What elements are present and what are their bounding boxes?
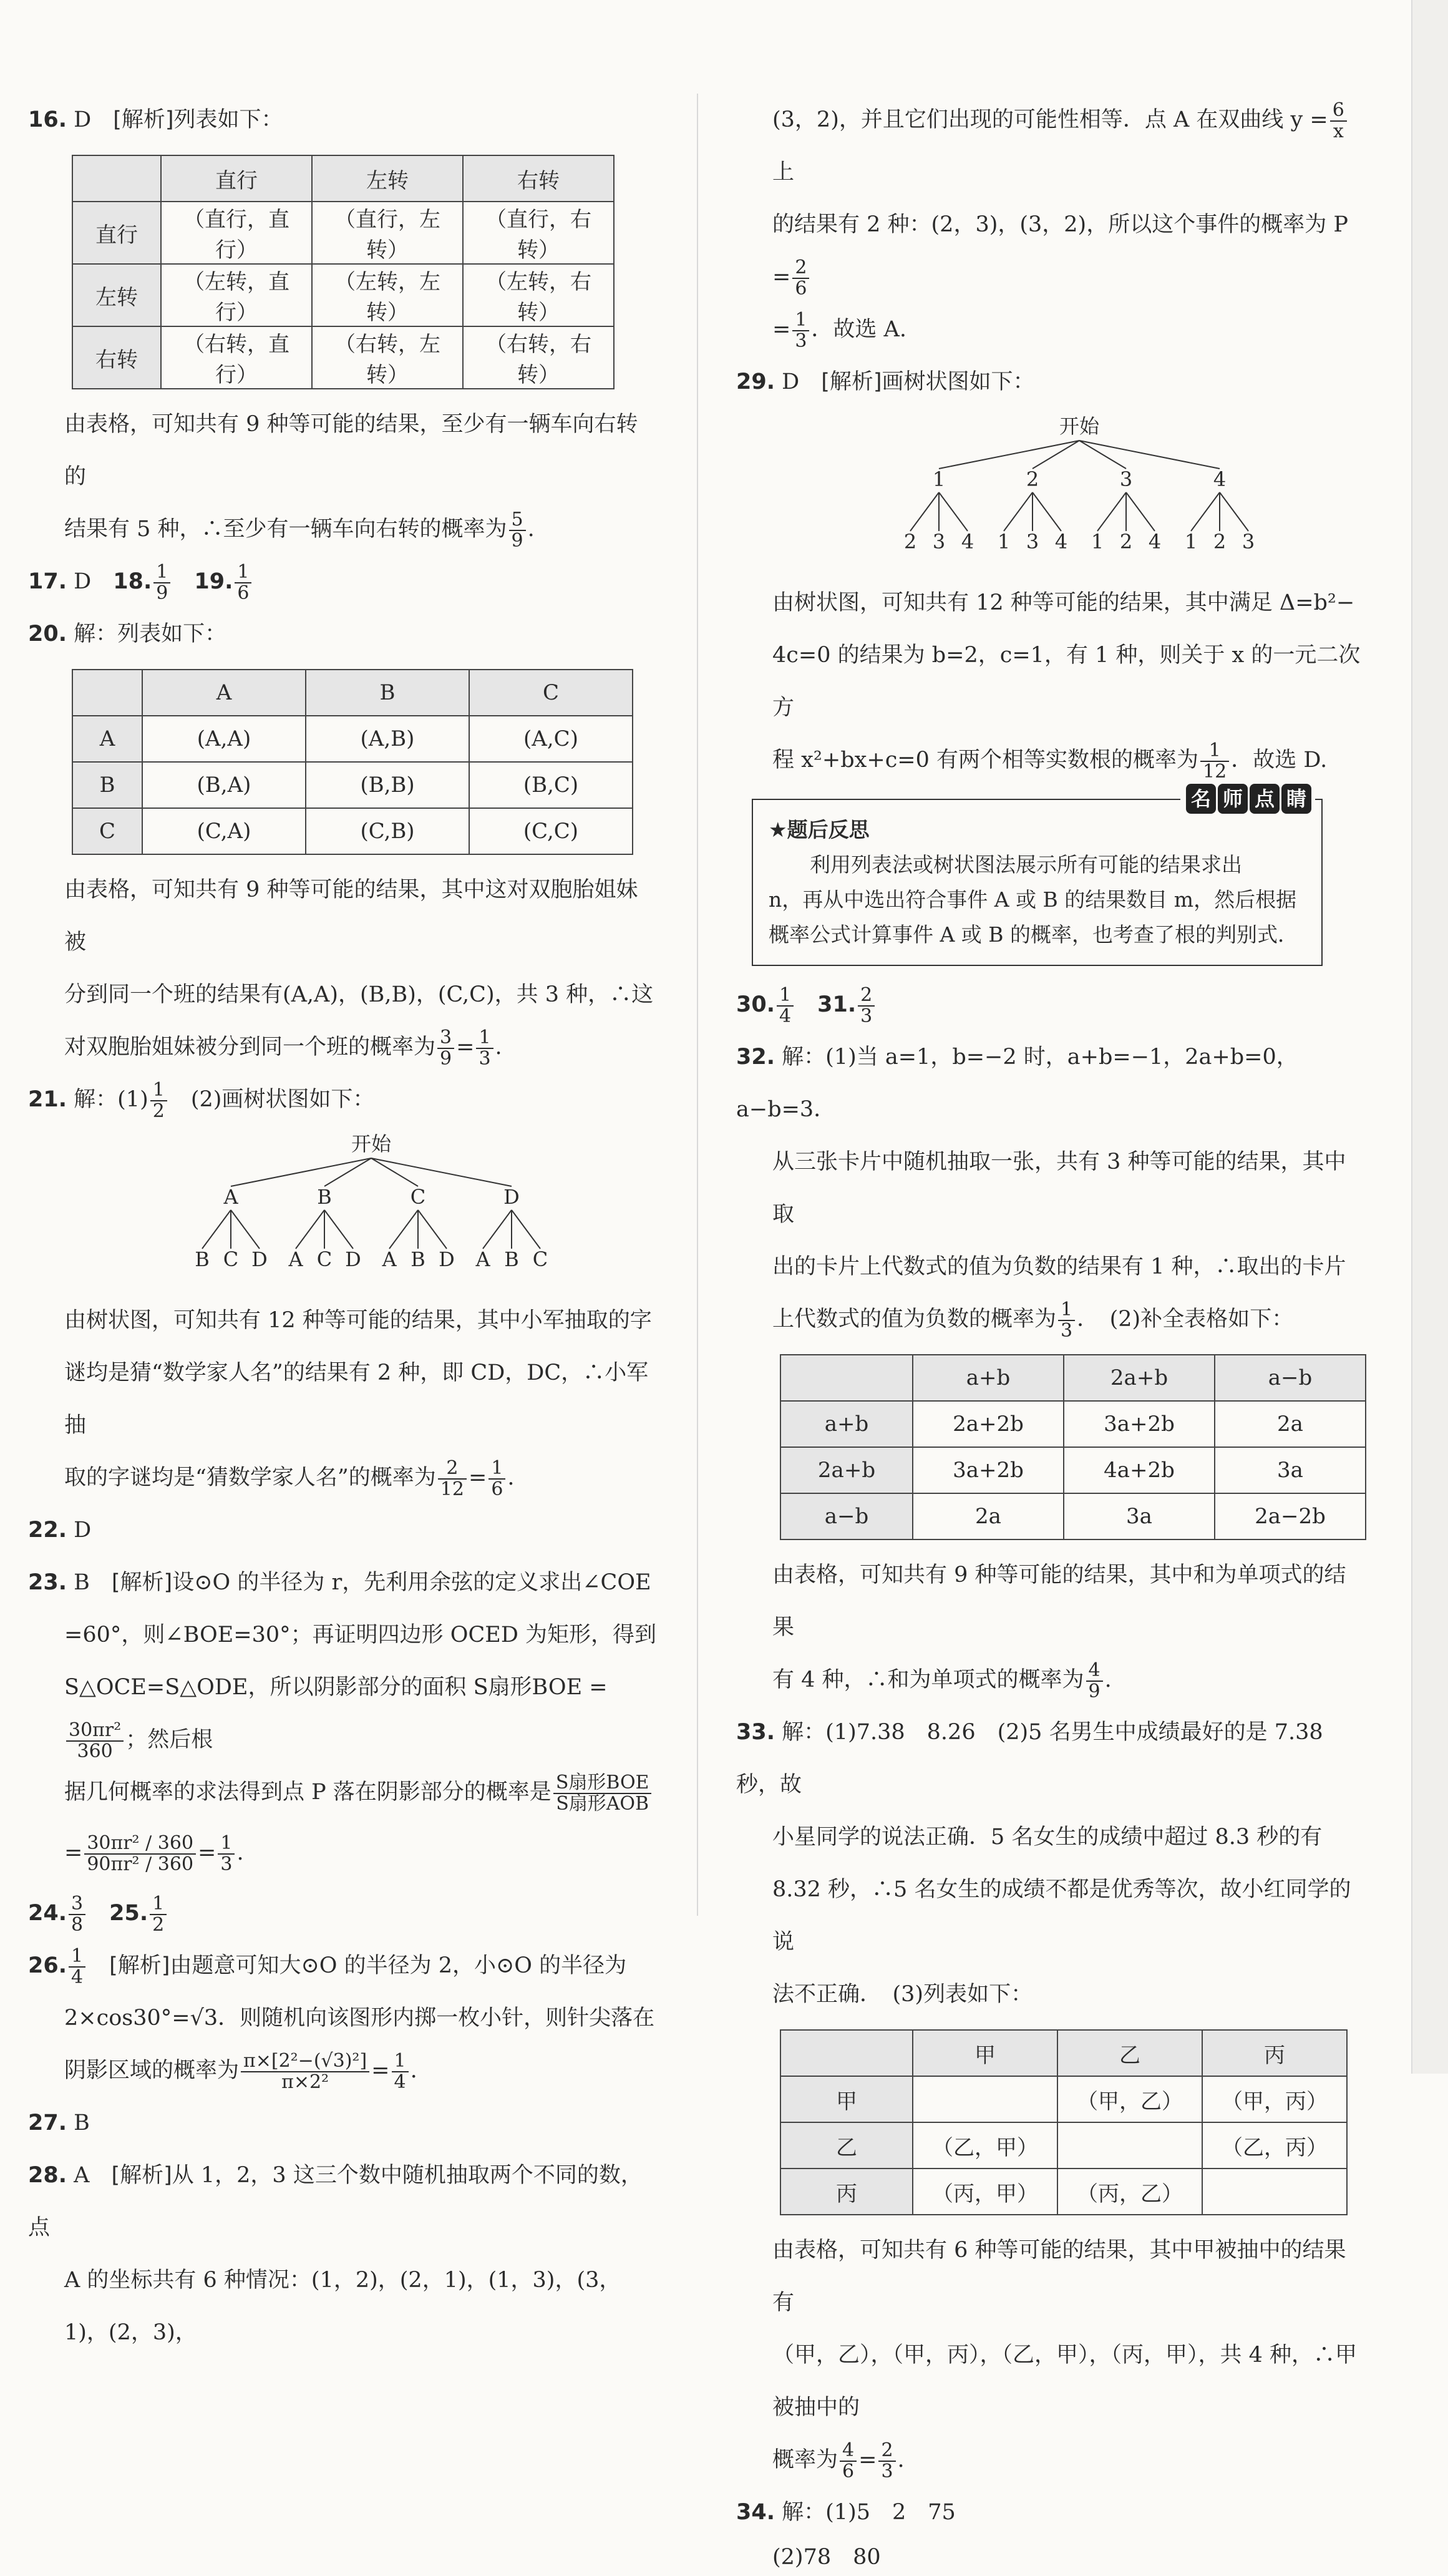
table-cell bbox=[913, 2076, 1057, 2122]
tree-edge bbox=[1079, 441, 1220, 469]
tree-leaf: D bbox=[439, 1247, 455, 1271]
q29-tree-diagram bbox=[892, 414, 1266, 570]
tree-leaf: 3 bbox=[932, 530, 946, 554]
tree-edge bbox=[389, 1210, 418, 1249]
tree-leaf: A bbox=[475, 1247, 490, 1271]
table-cell: (B,A) bbox=[142, 762, 306, 808]
q20-line: 20. 解：列表如下： bbox=[28, 622, 227, 646]
fraction: $\frac{1}{6}$ bbox=[235, 562, 251, 603]
table-cell: 3a bbox=[1064, 1493, 1215, 1539]
fraction: $\frac{\text{S扇形BOE}}{\text{S扇形AOB}}$ bbox=[553, 1773, 652, 1813]
table-row bbox=[72, 155, 614, 202]
fraction: $\frac{1}{4}$ bbox=[392, 2051, 409, 2092]
q33-table bbox=[780, 2029, 1348, 2215]
fraction: $\frac{1}{3}$ bbox=[1058, 1300, 1075, 1340]
table-cell: （右转，直行） bbox=[161, 326, 312, 389]
table-row bbox=[72, 716, 633, 762]
tree-edge bbox=[418, 1210, 447, 1249]
table-cell: （乙，甲） bbox=[913, 2122, 1057, 2169]
table-cell: （左转，左转） bbox=[312, 264, 463, 326]
tree-node: B bbox=[317, 1185, 332, 1209]
table-cell: （乙，丙） bbox=[1202, 2122, 1347, 2169]
tree-leaf: B bbox=[504, 1247, 519, 1271]
table-cell: （左转，右转） bbox=[463, 264, 614, 326]
tree-leaf: 4 bbox=[1148, 530, 1162, 554]
tree-edge bbox=[231, 1210, 260, 1249]
tree-node: 1 bbox=[932, 467, 946, 491]
table-cell: 3a+2b bbox=[913, 1447, 1064, 1493]
page-edge bbox=[1411, 0, 1448, 2074]
fraction: $\frac{5}{9}$ bbox=[509, 510, 526, 550]
table-cell: (A,A) bbox=[142, 716, 306, 762]
table-cell: (B,B) bbox=[306, 762, 469, 808]
tree-edge bbox=[231, 1158, 371, 1186]
table-cell: （右转，左转） bbox=[312, 326, 463, 389]
table-cell: 左转 bbox=[312, 155, 463, 202]
table-cell bbox=[1202, 2169, 1347, 2215]
table-row bbox=[72, 670, 633, 716]
tree-root: 开始 bbox=[351, 1132, 392, 1156]
table-row bbox=[72, 326, 614, 389]
table-cell: (C,A) bbox=[142, 808, 306, 854]
table-cell bbox=[72, 670, 142, 716]
tree-node: A bbox=[223, 1185, 238, 1209]
table-cell: C bbox=[469, 670, 633, 716]
table-cell bbox=[1057, 2122, 1202, 2169]
tree-leaf: D bbox=[251, 1247, 268, 1271]
q32-table bbox=[780, 1354, 1366, 1540]
tree-edge bbox=[910, 492, 939, 531]
table-cell: a+b bbox=[913, 1355, 1064, 1401]
table-row bbox=[780, 2076, 1347, 2122]
tree-leaf: C bbox=[316, 1247, 333, 1271]
table-cell: 2a−2b bbox=[1215, 1493, 1366, 1539]
q29-line: 29. D [解析]画树状图如下： bbox=[736, 369, 1035, 394]
table-cell: (B,C) bbox=[469, 762, 633, 808]
tree-leaf: B bbox=[411, 1247, 425, 1271]
table-cell: 2a+b bbox=[1064, 1355, 1215, 1401]
q34-line: 34. 解：(1)5 2 75 bbox=[736, 2500, 956, 2525]
tree-node: 2 bbox=[1026, 467, 1039, 491]
q33-answer: 概率为 $\frac{4}{6}$ = $\frac{2}{3}$ . bbox=[772, 2439, 905, 2482]
tree-leaf: 3 bbox=[1241, 530, 1255, 554]
table-cell: 2a bbox=[1215, 1401, 1366, 1447]
table-row bbox=[72, 762, 633, 808]
table-row bbox=[780, 1401, 1366, 1447]
q24-25-line: 24. $\frac{3}{8}$ 25. $\frac{1}{2}$ bbox=[28, 1887, 658, 1939]
fraction: $\frac{1}{4}$ bbox=[777, 985, 794, 1026]
table-row bbox=[72, 202, 614, 264]
tree-leaf: 2 bbox=[1213, 530, 1227, 554]
table-cell: (C,B) bbox=[306, 808, 469, 854]
tree-edge bbox=[1126, 492, 1155, 531]
fraction: $\frac{4}{6}$ bbox=[840, 2441, 857, 2481]
table-cell: (A,C) bbox=[469, 716, 633, 762]
table-row bbox=[72, 264, 614, 326]
fraction: $\frac{1}{2}$ bbox=[150, 1080, 167, 1121]
tree-leaf: B bbox=[195, 1247, 210, 1271]
q21-answer: 取的字谜均是“猜数学家人名”的概率为 $\frac{2}{12}$ = $\frac{1}{6}$ . bbox=[64, 1457, 515, 1500]
q26-answer: 阴影区域的概率为 $\frac{\text{π×[2²−(√3)²]}}{\text{π×2²}}$ = $\frac{1}{4}$ . bbox=[64, 2050, 417, 2093]
table-cell: 左转 bbox=[72, 264, 161, 326]
q29-answer: 程 x²+bx+c=0 有两个相等实数根的概率为 $\frac{1}{12}$ ．故选 D. bbox=[772, 739, 1328, 783]
tree-node: 4 bbox=[1213, 467, 1227, 491]
fraction: $\frac{2}{12}$ bbox=[438, 1458, 467, 1499]
fraction: $\frac{1}{9}$ bbox=[153, 562, 170, 603]
q28-cont-line3: = $\frac{1}{3}$ ．故选 A. bbox=[772, 309, 906, 352]
q20-answer: 对双胞胎姐妹被分到同一个班的概率为 $\frac{3}{9}$ = $\frac{1}{3}$ . bbox=[64, 1027, 502, 1070]
fraction: $\frac{\text{30πr² / 360}}{\text{90πr² / 360}}$ bbox=[84, 1833, 196, 1874]
table-row bbox=[72, 808, 633, 854]
tree-leaf: 4 bbox=[1054, 530, 1068, 554]
table-row bbox=[780, 2122, 1347, 2169]
q26-line: 26. $\frac{1}{4}$ [解析]由题意可知大⊙O 的半径为 2，小⊙O 的半径为 bbox=[28, 1945, 627, 1988]
q23-line3: S△OCE=S△ODE，所以阴影部分的面积 S扇形BOE = $\frac{\text{30πr²}}{360}$ ；然后根 bbox=[64, 1675, 608, 1762]
table-cell: C bbox=[72, 808, 142, 854]
tree-node: 3 bbox=[1119, 467, 1133, 491]
table-cell: （右转，右转） bbox=[463, 326, 614, 389]
table-cell: 直行 bbox=[161, 155, 312, 202]
table-row bbox=[780, 2030, 1347, 2076]
table-cell: (C,C) bbox=[469, 808, 633, 854]
table-cell: 4a+2b bbox=[1064, 1447, 1215, 1493]
left-column: 16. D [解析]列表如下： 直行 左转 右转 直行 （直行，直行） （直行，左转） （直行，右转） 左转 （左转，直行） （左转，左转） （左转，右转） 右转 （右转，直行） （右转，左转） （右转，右转） 由表格，可知共有 9 种等可能的结果，至少有一辆车向右转的 结果有 5 种，∴至少有一辆车向右转的概率为 $\frac{5}{9}$ . 17. D 18. $\frac{1}{9}$ 19. $\frac{1}{6}$ 20. 解：列表如下： A B C A (A,A) (A,B) (A,C) B (B,A) (B,B) (B,C) C (C,A) (C,B) (C,C) 由表格，可知共有 9 种等可能的结果，其中这对双胞胎姐妹被 分到同一个班的结果有(A,A)，(B,B)，(C,C)，共 3 种，∴这 对双胞胎姐妹被分到同一个班的概率为 $\frac{3}{9}$ = $\frac{1}{3}$ . 21. 解：(1) $\frac{1}{2}$ (2)画树状图如下： 开始 A B C D B A C D C A B D D A B C 由树状图，可知共有 12 种等可能的结果，其中小军抽取的字 谜均是猜“数学家人名”的结果有 2 种，即 CD，DC，∴小军抽 取的字谜均是“猜数学家人名”的概率为 $\frac{2}{12}$ = $\frac{1}{6}$ . 22. D 23. B [解析]设⊙O 的半径为 r，先利用余弦的定义求出∠COE =60°，则∠BOE=30°；再证明四边形 OCED 为矩形，得到 S△OCE=S△ODE，所以阴影部分的面积 S扇形BOE = $\frac{\text{30πr²}}{360}$ ；然后根 据几何概率的求法得到点 P 落在阴影部分的概率是 $\frac{\text{S扇形BOE}}{\text{S扇形AOB}}$ = $\frac{\text{30πr² / 360}}{\text{90πr² / 360}}$ = $\frac{1}{3}$ . 24. $\frac{3}{8}$ 25. $\frac{1}{2}$ 26. $\frac{1}{4}$ [解析]由题意可知大⊙O 的半径为 2，小⊙O 的半径为 2×cos30°=√3．则随机向该图形内掷一枚小针，则针尖落在 阴影区域的概率为 $\frac{\text{π×[2²−(√3)²]}}{\text{π×2²}}$ = $\frac{1}{4}$ . 27. B 28. A [解析]从 1，2，3 这三个数中随机抽取两个不同的数，点 A 的坐标共有 6 种情况：(1，2)，(2，1)，(1，3)，(3，1)，(2，3)， bbox=[28, 94, 658, 2359]
tree-leaf: 1 bbox=[997, 530, 1011, 554]
column-divider bbox=[697, 94, 698, 1916]
fraction: $\frac{3}{9}$ bbox=[437, 1028, 454, 1068]
tree-edge bbox=[939, 441, 1079, 469]
table-cell: B bbox=[72, 762, 142, 808]
tree-leaf: 2 bbox=[1119, 530, 1133, 554]
fraction: $\frac{1}{12}$ bbox=[1200, 741, 1229, 781]
table-cell: B bbox=[306, 670, 469, 716]
right-column: (3，2)，并且它们出现的可能性相等．点 A 在双曲线 y = $\frac{6}{x}$ 上 的结果有 2 种：(2，3)，(3，2)，所以这个事件的概率为 P = $\frac{2}{6}$ = $\frac{1}{3}$ ．故选 A. 29. D [解析]画树状图如下： 开始 1 2 3 4 2 1 3 4 3 1 2 4 4 1 2 3 由树状图，可知共有 12 种等可能的结果，其中满足 Δ=b²− 4c=0 的结果为 b=2，c=1，有 1 种，则关于 x 的一元二次方 程 x²+bx+c=0 有两个相等实数根的概率为 $\frac{1}{12}$ ．故选 D. 名 师 点 睛 ★题后反思 利用列表法或树状图法展示所有可能的结果求出 n，再从中选出符合事件 A 或 B 的结果数目 m，然后根据 概率公式计算事件 A 或 B 的概率，也考查了根的判别式． 30. $\frac{1}{4}$ 31. $\frac{2}{3}$ 32. 解：(1)当 a=1，b=−2 时，a+b=−1，2a+b=0，a−b=3． 从三张卡片中随机抽取一张，共有 3 种等可能的结果，其中取 出的卡片上代数式的值为负数的结果有 1 种，∴取出的卡片 上代数式的值为负数的概率为 $\frac{1}{3}$ ． (2)补全表格如下： a+b 2a+b a−b a+b 2a+2b 3a+2b 2a 2a+b 3a+2b 4a+2b 3a a−b 2a 3a 2a−2b 由表格，可知共有 9 种等可能的结果，其中和为单项式的结果 有 4 种，∴和为单项式的概率为 $\frac{4}{9}$ . 33. 解：(1)7.38 8.26 (2)5 名男生中成绩最好的是 7.38 秒，故 小星同学的说法正确．5 名女生的成绩中超过 8.3 秒的有 8.32 秒，∴5 名女生的成绩不都是优秀等次，故小红同学的说 法不正确． (3)列表如下： 甲 乙 丙 甲 （甲，乙） （甲，丙） 乙 （乙，甲） （乙，丙） 丙 （丙，甲） （丙，乙） 由表格，可知共有 6 种等可能的结果，其中甲被抽中的结果有 （甲，乙），（甲，丙），（乙，甲），（丙，甲），共 4 种，∴甲被抽中的 概率为 $\frac{4}{6}$ = $\frac{2}{3}$ . 34. 解：(1)5 2 75 (2)78 80 bbox=[736, 94, 1366, 2576]
tree-leaf: D bbox=[345, 1247, 361, 1271]
tree-edge bbox=[1191, 492, 1220, 531]
q23-line: 23. B [解析]设⊙O 的半径为 r，先利用余弦的定义求出∠COE bbox=[28, 1570, 651, 1595]
table-cell: 甲 bbox=[780, 2076, 913, 2122]
q28-cont-line1: (3，2)，并且它们出现的可能性相等．点 A 在双曲线 y = $\frac{6}{x}$ 上 bbox=[736, 94, 1366, 198]
tree-leaf: 4 bbox=[961, 530, 974, 554]
table-cell: （甲，乙） bbox=[1057, 2076, 1202, 2122]
tip-badge: 名 师 点 睛 bbox=[1180, 784, 1315, 814]
table-cell: A bbox=[72, 716, 142, 762]
tree-edge bbox=[1033, 492, 1061, 531]
q30-31-line: 30. $\frac{1}{4}$ 31. $\frac{2}{3}$ bbox=[736, 978, 1366, 1031]
table-cell: （直行，直行） bbox=[161, 202, 312, 264]
table-cell: 乙 bbox=[1057, 2030, 1202, 2076]
tree-edge bbox=[483, 1210, 512, 1249]
table-cell: 3a bbox=[1215, 1447, 1366, 1493]
tree-leaf: 1 bbox=[1184, 530, 1198, 554]
tree-edge bbox=[1220, 492, 1248, 531]
q32-line: 32. 解：(1)当 a=1，b=−2 时，a+b=−1，2a+b=0，a−b=3． bbox=[736, 1045, 1298, 1122]
q22-line: 22. D bbox=[28, 1518, 92, 1543]
table-row bbox=[780, 1447, 1366, 1493]
table-cell: 丙 bbox=[1202, 2030, 1347, 2076]
tree-leaf: 3 bbox=[1026, 530, 1039, 554]
table-cell: 丙 bbox=[780, 2169, 913, 2215]
tree-edge bbox=[512, 1210, 540, 1249]
table-cell: （直行，左转） bbox=[312, 202, 463, 264]
table-cell: 右转 bbox=[72, 326, 161, 389]
q28-line: 28. A [解析]从 1，2，3 这三个数中随机抽取两个不同的数，点 bbox=[28, 2163, 643, 2240]
fraction: $\frac{6}{x}$ bbox=[1330, 100, 1347, 141]
table-cell bbox=[780, 1355, 913, 1401]
table-cell: 2a bbox=[913, 1493, 1064, 1539]
fraction: $\frac{2}{6}$ bbox=[792, 258, 809, 298]
table-cell: a+b bbox=[780, 1401, 913, 1447]
table-cell: 直行 bbox=[72, 202, 161, 264]
tree-edge bbox=[296, 1210, 324, 1249]
q21-line: 21. 解：(1) $\frac{1}{2}$ (2)画树状图如下： bbox=[28, 1079, 375, 1122]
tree-edge bbox=[324, 1210, 353, 1249]
tree-leaf: 1 bbox=[1091, 530, 1104, 554]
tree-leaf: 2 bbox=[903, 530, 917, 554]
q33-line: 33. 解：(1)7.38 8.26 (2)5 名男生中成绩最好的是 7.38 秒，故 bbox=[736, 1720, 1323, 1797]
fraction: $\frac{1}{4}$ bbox=[69, 1946, 85, 1987]
fraction: $\frac{\text{30πr²}}{360}$ bbox=[66, 1720, 124, 1761]
q23-line5: = $\frac{\text{30πr² / 360}}{\text{90πr² / 360}}$ = $\frac{1}{3}$ . bbox=[64, 1832, 244, 1875]
table-cell: a−b bbox=[1215, 1355, 1366, 1401]
q16-line: 16. D [解析]列表如下： bbox=[28, 107, 283, 132]
table-cell: 3a+2b bbox=[1064, 1401, 1215, 1447]
table-cell: A bbox=[142, 670, 306, 716]
tree-leaf: A bbox=[288, 1247, 303, 1271]
q28-cont-line2: 的结果有 2 种：(2，3)，(3，2)，所以这个事件的概率为 P = $\frac{2}{6}$ bbox=[772, 212, 1348, 300]
table-cell bbox=[780, 2030, 913, 2076]
q27-line: 27. B bbox=[28, 2110, 90, 2135]
tree-edge bbox=[371, 1158, 512, 1186]
fraction: $\frac{\text{π×[2²−(√3)²]}}{\text{π×2²}}$ bbox=[241, 2051, 369, 2092]
fraction: $\frac{4}{9}$ bbox=[1086, 1661, 1103, 1701]
tree-leaf: A bbox=[382, 1247, 397, 1271]
fraction: $\frac{1}{3}$ bbox=[476, 1028, 493, 1068]
q20-table bbox=[72, 669, 633, 855]
q16-table bbox=[72, 155, 615, 389]
fraction: $\frac{1}{2}$ bbox=[150, 1894, 167, 1934]
q17-19-line: 17. D 18. $\frac{1}{9}$ 19. $\frac{1}{6}$ bbox=[28, 555, 658, 608]
fraction: $\frac{2}{3}$ bbox=[858, 985, 875, 1026]
table-cell: 2a+b bbox=[780, 1447, 913, 1493]
tree-node: C bbox=[410, 1185, 426, 1209]
table-cell: （甲，丙） bbox=[1202, 2076, 1347, 2122]
fraction: $\frac{3}{8}$ bbox=[69, 1894, 85, 1934]
table-row bbox=[780, 1355, 1366, 1401]
teacher-tip-box: 名 师 点 睛 ★题后反思 利用列表法或树状图法展示所有可能的结果求出 n，再从中选出符合事件 A 或 B 的结果数目 m，然后根据 概率公式计算事件 A 或 B 的概率，也考查了根的判别式． bbox=[752, 799, 1323, 966]
tree-edge bbox=[1097, 492, 1126, 531]
table-cell: 甲 bbox=[913, 2030, 1057, 2076]
q32-line4: 上代数式的值为负数的概率为 $\frac{1}{3}$ ． (2)补全表格如下： bbox=[772, 1299, 1294, 1342]
tree-node: D bbox=[503, 1185, 520, 1209]
fraction: $\frac{1}{3}$ bbox=[218, 1833, 235, 1874]
fraction: $\frac{1}{3}$ bbox=[792, 310, 809, 351]
table-row bbox=[780, 2169, 1347, 2215]
table-cell: a−b bbox=[780, 1493, 913, 1539]
table-cell: （直行，右转） bbox=[463, 202, 614, 264]
table-cell: 乙 bbox=[780, 2122, 913, 2169]
table-cell bbox=[72, 155, 161, 202]
table-cell: （丙，乙） bbox=[1057, 2169, 1202, 2215]
tree-edge bbox=[202, 1210, 231, 1249]
tree-leaf: C bbox=[223, 1247, 239, 1271]
table-cell: (A,B) bbox=[306, 716, 469, 762]
table-row bbox=[780, 1493, 1366, 1539]
q23-line4: 据几何概率的求法得到点 P 落在阴影部分的概率是 $\frac{\text{S扇形BOE}}{\text{S扇形AOB}}$ bbox=[28, 1766, 658, 1818]
q16-answer: 结果有 5 种，∴至少有一辆车向右转的概率为 $\frac{5}{9}$ . bbox=[64, 509, 535, 552]
tree-edge bbox=[939, 492, 968, 531]
table-cell: 2a+2b bbox=[913, 1401, 1064, 1447]
table-cell: 右转 bbox=[463, 155, 614, 202]
q21-tree-diagram bbox=[184, 1132, 558, 1288]
table-cell: （左转，直行） bbox=[161, 264, 312, 326]
fraction: $\frac{1}{6}$ bbox=[488, 1458, 505, 1499]
q32-answer: 有 4 种，∴和为单项式的概率为 $\frac{4}{9}$ . bbox=[772, 1659, 1112, 1702]
tree-leaf: C bbox=[532, 1247, 548, 1271]
tree-root: 开始 bbox=[1059, 414, 1100, 438]
tree-edge bbox=[1004, 492, 1033, 531]
table-cell: （丙，甲） bbox=[913, 2169, 1057, 2215]
fraction: $\frac{2}{3}$ bbox=[878, 2441, 895, 2481]
